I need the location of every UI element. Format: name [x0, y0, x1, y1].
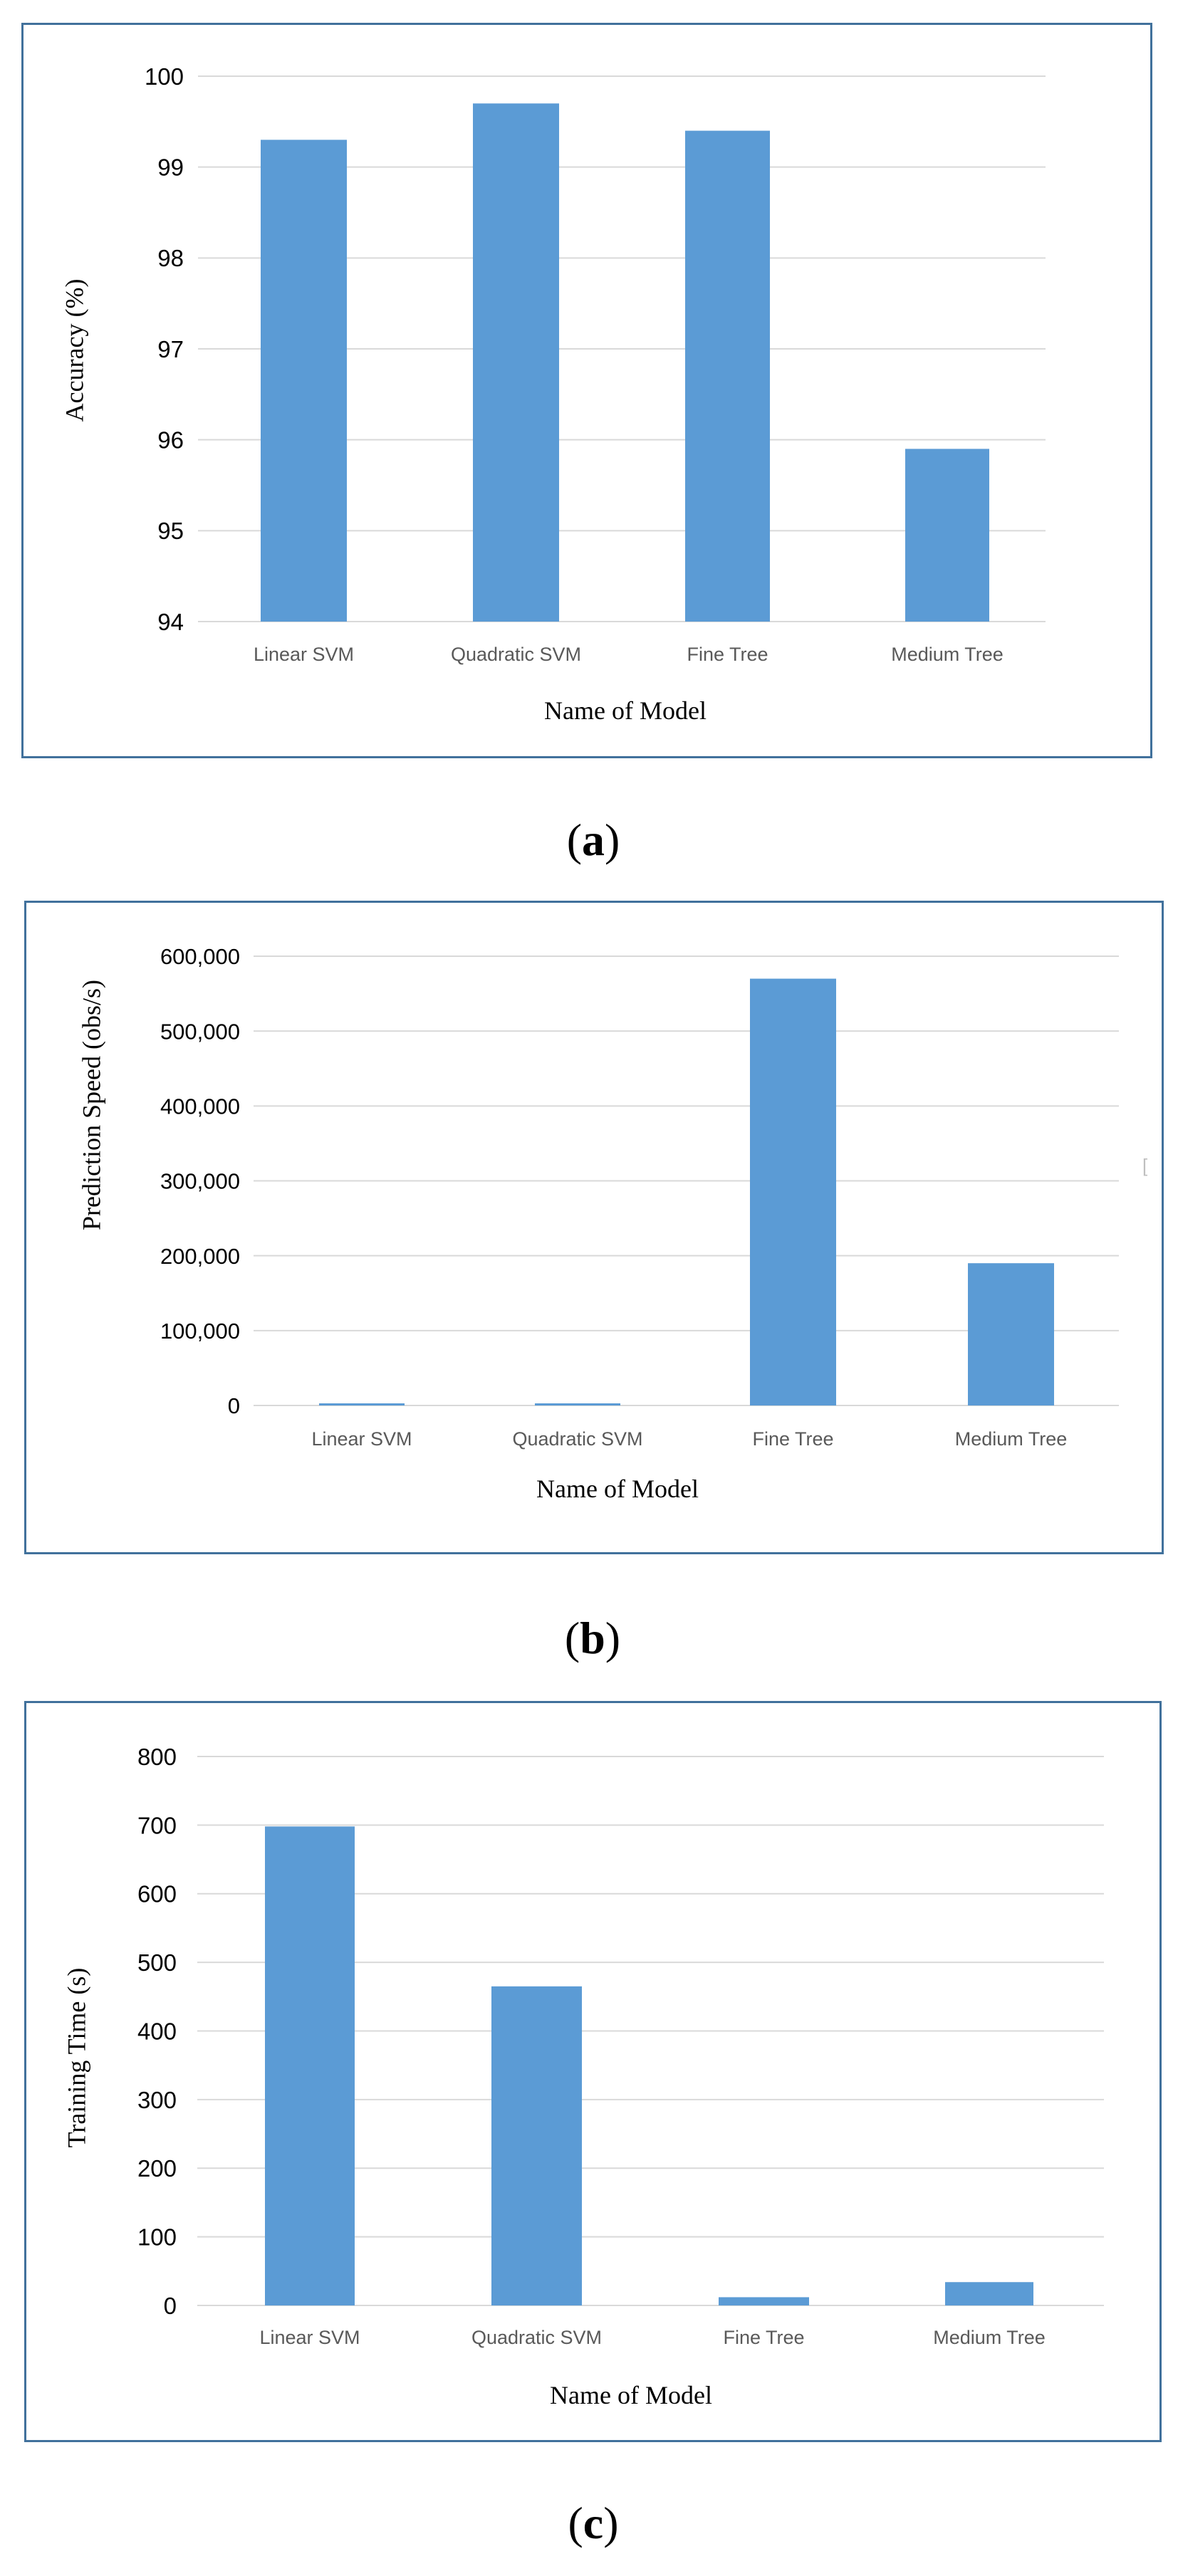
y-tick-label: 600	[137, 1880, 177, 1907]
y-axis-title: Prediction Speed (obs/s)	[77, 980, 106, 1230]
bar-fine-tree	[750, 979, 836, 1405]
y-tick-label: 100,000	[160, 1318, 240, 1344]
bar-linear-svm	[261, 140, 347, 622]
caption-b-letter: b	[580, 1613, 605, 1663]
x-category-label: Quadratic SVM	[512, 1428, 643, 1450]
chart-a	[61, 63, 1046, 725]
bar-quadratic-svm	[473, 103, 559, 622]
y-axis-title: Accuracy (%)	[60, 278, 89, 422]
y-tick-label: 95	[157, 518, 184, 545]
y-tick-label: 700	[137, 1812, 177, 1839]
x-category-label: Linear SVM	[253, 644, 355, 665]
y-tick-label: 96	[157, 426, 184, 454]
bar-medium-tree	[945, 2282, 1033, 2305]
stray-bracket-glyph: [	[1142, 1155, 1148, 1176]
chart-c	[63, 1744, 1104, 2409]
bar-fine-tree	[719, 2297, 809, 2305]
bar-quadratic-svm	[535, 1403, 620, 1405]
y-tick-label: 800	[137, 1743, 177, 1770]
x-category-label: Fine Tree	[752, 1428, 834, 1450]
bar-linear-svm	[319, 1403, 405, 1405]
y-tick-label: 100	[144, 63, 184, 90]
y-tick-label: 99	[157, 154, 184, 181]
bar-medium-tree	[905, 449, 989, 622]
y-axis-title: Training Time (s)	[62, 1967, 91, 2148]
y-tick-label: 94	[157, 608, 184, 635]
bar-linear-svm	[265, 1826, 355, 2305]
y-tick-label: 500	[137, 1949, 177, 1976]
y-tick-label: 98	[157, 245, 184, 272]
y-tick-label: 400,000	[160, 1094, 240, 1119]
x-category-label: Linear SVM	[311, 1428, 412, 1450]
y-tick-label: 97	[157, 335, 184, 362]
bar-medium-tree	[968, 1263, 1054, 1405]
caption-c-letter: c	[583, 2498, 604, 2548]
y-tick-label: 500,000	[160, 1019, 240, 1044]
x-axis-title: Name of Model	[550, 2381, 712, 2409]
y-tick-label: 300	[137, 2086, 177, 2113]
x-category-label: Medium Tree	[891, 644, 1004, 665]
y-tick-label: 0	[163, 2292, 177, 2319]
x-category-label: Quadratic SVM	[471, 2327, 603, 2348]
bar-fine-tree	[685, 131, 770, 622]
y-tick-label: 0	[227, 1393, 240, 1419]
x-axis-title: Name of Model	[544, 696, 707, 725]
x-axis-title: Name of Model	[536, 1475, 699, 1503]
x-category-label: Fine Tree	[687, 644, 768, 665]
caption-a-letter: a	[582, 815, 605, 865]
x-category-label: Linear SVM	[259, 2327, 360, 2348]
caption-a: (a)	[566, 815, 620, 865]
x-category-label: Medium Tree	[954, 1428, 1068, 1450]
caption-c: (c)	[568, 2498, 619, 2548]
x-category-label: Medium Tree	[933, 2327, 1046, 2348]
bar-quadratic-svm	[491, 1986, 582, 2305]
x-category-label: Fine Tree	[723, 2327, 805, 2348]
y-tick-label: 600,000	[160, 944, 240, 970]
x-category-label: Quadratic SVM	[450, 644, 582, 665]
caption-b: (b)	[564, 1613, 621, 1663]
y-tick-label: 200,000	[160, 1243, 240, 1269]
y-tick-label: 200	[137, 2155, 177, 2182]
y-tick-label: 300,000	[160, 1168, 240, 1194]
y-tick-label: 100	[137, 2224, 177, 2251]
y-tick-label: 400	[137, 2018, 177, 2045]
chart-b	[78, 944, 1119, 1503]
